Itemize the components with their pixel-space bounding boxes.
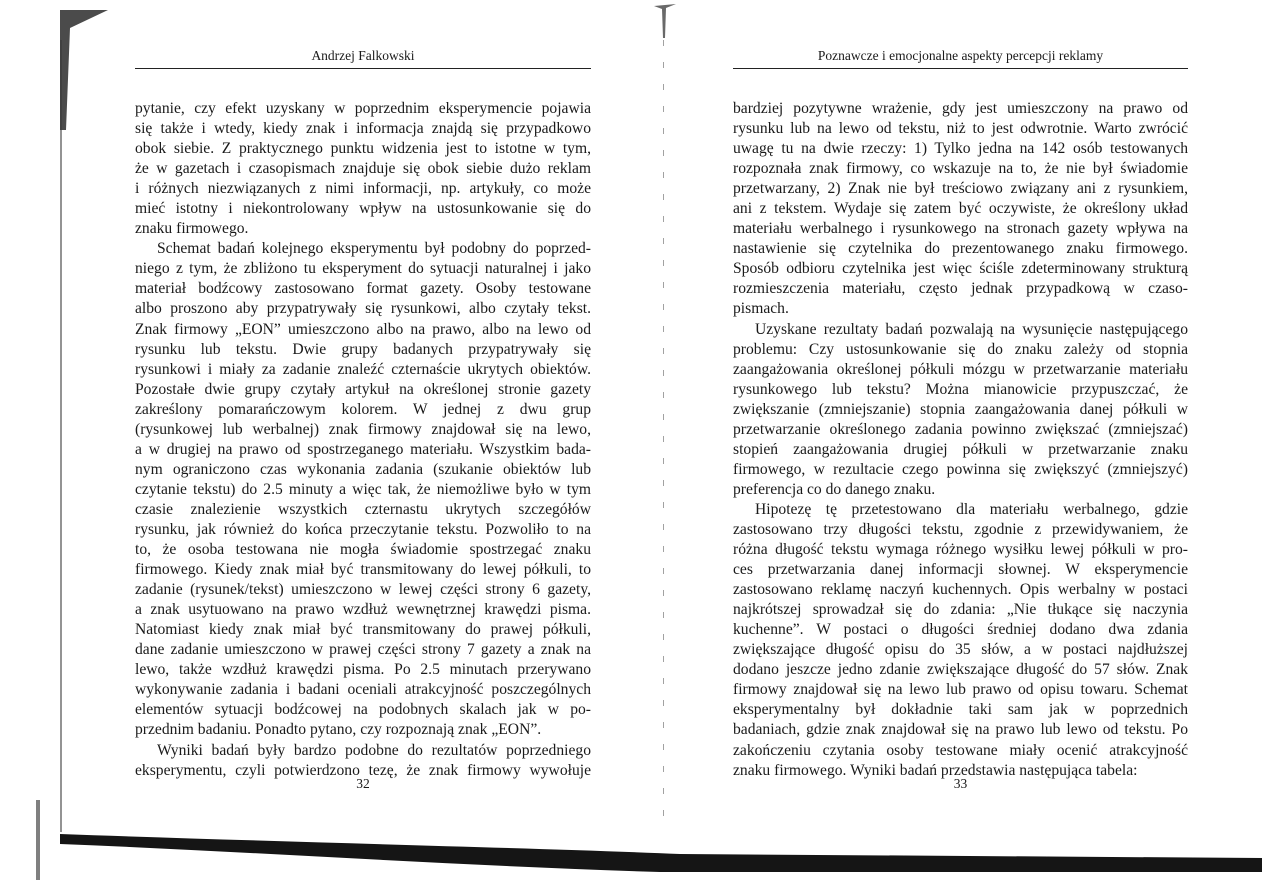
text-line: niego z tym, że zbliżono tu eksperyment do sytuacji naturalnej i jako	[135, 260, 591, 278]
text-line: ani z tekstem. Wydaje się zatem być oczywiste, że określony układ	[733, 200, 1188, 218]
text-line: stopień zaangażowania drugiej półkuli w przetwarzanie znaku	[733, 440, 1188, 458]
text-line: znaku firmowego.	[135, 220, 249, 238]
text-line: bardziej pozytywne wrażenie, gdy jest umieszczony na prawo od	[733, 100, 1188, 117]
text-line: Schemat badań kolejnego eksperymentu był podobny do poprzed-	[157, 240, 591, 258]
text-line: firmowy znajdował się na lewo lub prawo od opisu towaru. Schemat	[733, 681, 1188, 699]
text-line: najkrótszej sprowadzał się do zdania: „Nie tłukące się naczynia	[733, 601, 1188, 619]
text-line: uwagę tu na dwie rzeczy: 1) Tylko jedna na 142 osób testowanych	[733, 140, 1188, 158]
text-line: zastosowano trzy długości tekstu, zgodnie z przewidywaniem, że	[733, 520, 1188, 538]
page-number: 33	[953, 776, 968, 791]
text-line: że w gazetach i czasopismach znajduje się obok siebie dużo reklam	[135, 160, 591, 178]
text-line: Hipotezę tę przetestowano dla materiału werbalnego, gdzie	[755, 500, 1188, 518]
page-number: 32	[356, 776, 370, 791]
scan-edge-shadow	[60, 10, 108, 130]
text-line: firmowego, w rezultacie czego powinna się zwiększyć (zmniejszyć)	[733, 460, 1188, 478]
text-line: wykonywanie zadania i badani oceniali atrakcyjność poszczególnych	[135, 681, 591, 699]
text-line: czytanie tekstu) do 2.5 minuty a więc tak, że niemożliwe było w tym	[135, 480, 591, 498]
text-line: rysunku lub na lewo od tekstu, niż to jest odwrotnie. Warto zwrócić	[733, 120, 1188, 138]
text-line: zadanie (rysunek/tekst) umieszczono w lewej części strony 6 gazety,	[135, 581, 591, 599]
scan-left-bottom-edge	[36, 800, 40, 880]
text-line: nastawienie się czytelnika do prezentowanego znaku firmowego.	[733, 240, 1188, 258]
text-line: Wyniki badań były bardzo podobne do rezultatów poprzedniego	[157, 741, 591, 759]
text-line: a w drugiej na prawo od spostrzeganego materiału. Wszystkim bada-	[135, 440, 591, 458]
left-page	[135, 48, 591, 791]
book-gutter	[663, 40, 664, 830]
text-line: czasie znalezienie wszystkich czternastu ukrytych szczegółów	[135, 500, 591, 518]
text-line: preferencja co do danego znaku.	[733, 480, 936, 498]
text-line: przetwarzany, 2) Znak nie był treściowo związany ani z rysunkiem,	[733, 180, 1188, 198]
text-line: rozpoznała znak firmowy, co wskazuje na to, że nie był świadomie	[733, 160, 1188, 178]
text-line: dodano jeszcze jedno zdanie zwiększające długość do 57 słów. Znak	[733, 661, 1188, 679]
text-line: (rysunkowej lub werbalnej) znak firmowy znajdował się na lewo,	[135, 420, 591, 438]
running-head-title: Poznawcze i emocjonalne aspekty percepcji reklamy	[817, 48, 1104, 63]
text-line: rysunku, jak również do końca przeczytanie tekstu. Pozwoliło to na	[135, 520, 591, 538]
body-text	[733, 99, 1188, 781]
text-line: mieć istotny i niekontrolowany wpływ na ustosunkowanie się do	[135, 200, 591, 218]
text-line: Uzyskane rezultaty badań pozwalają na wysunięcie następującego	[755, 320, 1188, 338]
body-text	[135, 99, 591, 781]
text-line: materiału werbalnego i rysunkowego na stronach gazety wpływa na	[733, 220, 1188, 238]
text-line: rysunku lub tekstu. Dwie grupy badanych przypatrywały się	[135, 340, 591, 358]
text-line: lewo, także wzdłuż krawędzi pisma. Po 2.5 minutach przerywano	[135, 661, 591, 679]
right-page	[733, 48, 1188, 791]
text-line: kuchenne”. W postaci o długości średniej dodano dwa zdania	[733, 621, 1188, 639]
text-line: eksperymentalny był dokładnie taki sam jak w poprzednich	[733, 701, 1188, 719]
text-line: znaku firmowego. Wyniki badań przedstawia następująca tabela:	[733, 761, 1138, 779]
text-line: pismach.	[733, 300, 789, 318]
text-line: przetwarzanie określonego zadania powinno zwiększać (zmniejszać)	[733, 420, 1188, 438]
text-line: zastosowano reklamę naczyń kuchennych. Opis werbalny w postaci	[733, 581, 1188, 599]
text-line: zakreślony pomarańczowym kolorem. W jednej z dwu grup	[135, 400, 591, 418]
text-line: rysunkowi i miały za zadanie znaleźć czternaście ukrytych obiektów.	[135, 360, 591, 378]
text-line: różna długość tekstu wymaga różnego wysiłku lewej półkuli w pro-	[733, 541, 1188, 559]
text-line: Pozostałe dwie grupy czytały artykuł na określonej stronie gazety	[135, 380, 591, 398]
text-line: rysunkowego lub tekstu? Można mianowicie przypuszczać, że	[733, 380, 1188, 398]
text-line: Znak firmowy „EON” umieszczono albo na prawo, albo na lewo od	[135, 320, 591, 338]
text-line: albo proszono aby przypatrywały się rysunkowi, albo czytały tekst.	[135, 300, 591, 318]
scan-gutter-mark	[650, 0, 680, 40]
text-line: badaniach, gdzie znak znajdował się na prawo lub lewo od tekstu. Po	[733, 721, 1188, 739]
text-line: ces przetwarzania danej informacji słownej. W eksperymencie	[733, 561, 1188, 579]
text-line: dane zadanie umieszczono w prawej części strony 7 gazety a znak na	[135, 641, 591, 659]
text-line: to, że osoba testowana nie mogła świadomie spostrzegać znaku	[135, 541, 591, 559]
text-line: obok siebie. Z praktycznego punktu widzenia jest to istotne w tym,	[135, 140, 591, 158]
text-line: a znak usytuowano na prawo wzdłuż wewnętrznej krawędzi pisma.	[135, 601, 591, 619]
text-line: nym ograniczono czas wykonania zadania (szukanie obiektów lub	[135, 460, 591, 478]
scan-left-edge	[60, 40, 62, 840]
text-line: firmowego. Kiedy znak miał być transmitowany do lewej półkuli, to	[135, 561, 591, 579]
text-line: problemu: Czy ustosunkowanie się do znaku zależy od stopnia	[733, 340, 1188, 358]
text-line: Natomiast kiedy znak miał być transmitowany do prawej półkuli,	[135, 621, 591, 639]
text-line: i różnych niezwiązanych z nimi informacji, np. artykuły, co może	[135, 180, 591, 198]
header-rule	[733, 68, 1188, 69]
text-line: materiał bodźcowy zastosowano format gazety. Osoby testowane	[135, 280, 591, 298]
text-line: Sposób odbioru czytelnika jest więc ściśle zdeterminowany strukturą	[733, 260, 1188, 278]
text-line: się także i wtedy, kiedy znak i informacja znajdą się przypadkowo	[135, 120, 591, 138]
text-line: zwiększające długość opisu do 35 słów, a w postaci najdłuższej	[733, 641, 1188, 659]
text-line: przednim badaniu. Ponadto pytano, czy rozpoznają znak „EON”.	[135, 721, 542, 739]
text-line: rozmieszczenia materiału, często jednak przypadkową w czaso-	[733, 280, 1188, 298]
text-line: pytanie, czy efekt uzyskany w poprzednim eksperymencie pojawia	[135, 100, 591, 117]
text-line: elementów sytuacji bodźcowej na podobnych skalach jak w po-	[135, 701, 591, 719]
scan-bottom-edge	[60, 832, 1262, 872]
text-line: zaangażowania określonej półkuli mózgu w przetwarzanie materiału	[733, 360, 1188, 378]
header-rule	[135, 68, 591, 69]
text-line: zakończeniu czytania osoby testowane miały ocenić atrakcyjność	[733, 741, 1188, 759]
running-head-author: Andrzej Falkowski	[311, 48, 415, 63]
text-line: eksperymentu, czyli potwierdzono tezę, że znak firmowy wywołuje	[135, 761, 591, 779]
text-line: zwiększanie (zmniejszanie) stopnia zaangażowania danej półkuli w	[733, 400, 1188, 418]
